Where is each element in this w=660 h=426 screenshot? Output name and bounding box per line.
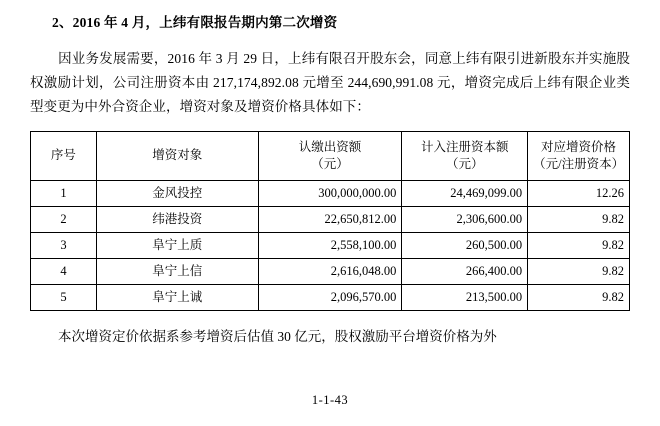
cell-registered: 213,500.00 [402, 284, 528, 310]
column-header-subscribed-line1: 认缴出资额 [298, 139, 362, 154]
column-header-registered-line1: 计入注册资本额 [420, 139, 509, 154]
table-body [31, 180, 630, 310]
column-header-price [528, 131, 630, 180]
cell-registered: 266,400.00 [402, 258, 528, 284]
page-footer: 1-1-43 [311, 393, 349, 407]
column-header-price-line2: （元/注册资本） [533, 156, 625, 171]
cell-price: 9.82 [528, 206, 630, 232]
column-header-object: 增资对象 [96, 131, 258, 180]
column-header-index: 序号 [31, 131, 97, 180]
table-header-row [31, 131, 630, 180]
cell-index: 5 [31, 284, 97, 310]
cell-subscribed: 2,558,100.00 [258, 232, 402, 258]
column-header-registered [402, 131, 528, 180]
cell-object: 阜宁上质 [96, 232, 258, 258]
cell-price: 9.82 [528, 258, 630, 284]
table-row [31, 258, 630, 284]
column-header-price-line1: 对应增资价格 [541, 139, 617, 154]
cell-registered: 2,306,600.00 [402, 206, 528, 232]
column-header-subscribed [258, 131, 402, 180]
table-header [31, 131, 630, 180]
cell-index: 1 [31, 180, 97, 206]
paragraph-text: 因业务发展需要，2016 年 3 月 29 日，上纬有限召开股东会，同意上纬有限引进新股东并实施股权激励计划，公司注册资本由 217,174,892.08 元增至 244,690,991.08 元，增资完成后上纬有限企业类型变更为中外合资企业，增资对象及增资价格具体如下： [30, 50, 630, 114]
cell-subscribed: 2,616,048.00 [258, 258, 402, 284]
capital-increase-table-wrapper [30, 131, 630, 311]
closing-text: 本次增资定价依据系参考增资后估值 30 亿元，股权激励平台增资价格为外 [58, 328, 497, 344]
column-header-registered-line2: （元） [445, 156, 484, 171]
cell-object: 纬港投资 [96, 206, 258, 232]
table-row [31, 206, 630, 232]
cell-price: 9.82 [528, 232, 630, 258]
cell-object: 金风投控 [96, 180, 258, 206]
cell-index: 2 [31, 206, 97, 232]
capital-increase-table [30, 131, 630, 311]
body-paragraph [30, 47, 630, 119]
column-header-subscribed-line2: （元） [311, 156, 349, 171]
table-row [31, 180, 630, 206]
cell-index: 4 [31, 258, 97, 284]
closing-paragraph [30, 325, 630, 349]
section-heading: 2、2016 年 4 月，上纬有限报告期内第二次增资 [52, 15, 338, 30]
cell-registered: 24,469,099.00 [402, 180, 528, 206]
cell-subscribed: 300,000,000.00 [258, 180, 402, 206]
cell-registered: 260,500.00 [402, 232, 528, 258]
cell-price: 9.82 [528, 284, 630, 310]
table-row [31, 284, 630, 310]
cell-subscribed: 22,650,812.00 [258, 206, 402, 232]
cell-object: 阜宁上信 [96, 258, 258, 284]
table-row [31, 232, 630, 258]
cell-subscribed: 2,096,570.00 [258, 284, 402, 310]
cell-price: 12.26 [528, 180, 630, 206]
cell-object: 阜宁上诚 [96, 284, 258, 310]
cell-index: 3 [31, 232, 97, 258]
